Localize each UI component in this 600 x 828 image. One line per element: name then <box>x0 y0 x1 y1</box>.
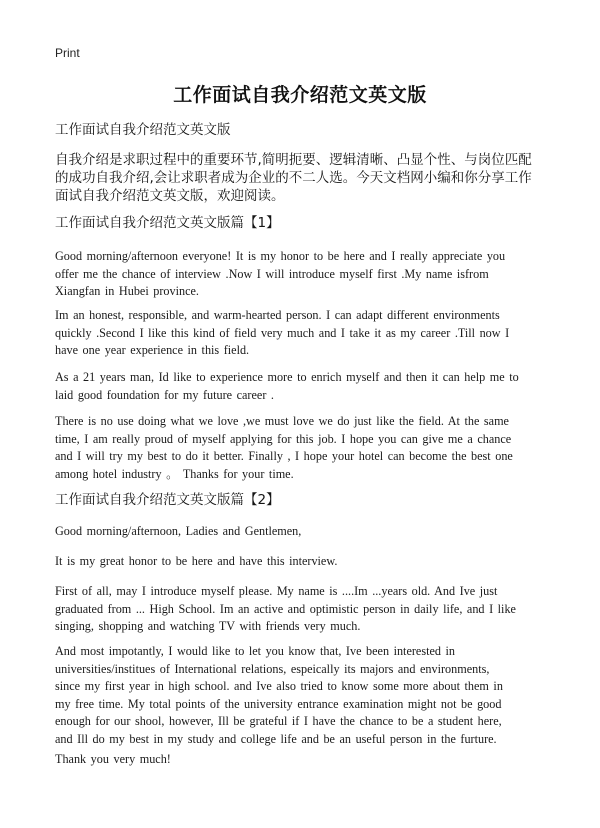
section-2-paragraph-1 <box>55 523 547 541</box>
section-2-paragraph-4 <box>55 643 547 748</box>
section-1-heading: 工作面试自我介绍范文英文版篇【1】 <box>55 215 280 231</box>
section-1-paragraph-2 <box>55 307 547 360</box>
section-1-paragraph-1 <box>55 248 547 301</box>
text-line: my free time. My total points of the university entrance examination might not be good <box>55 696 502 711</box>
document-subtitle: 工作面试自我介绍范文英文版 <box>55 122 231 138</box>
intro-line: 面试自我介绍范文英文版，欢迎阅读。 <box>55 188 285 204</box>
text-line: First of all, may I introduce myself please. My name is ....Im ...years old. And Ive just <box>55 584 498 598</box>
text-line: As a 21 years man, Id like to experience more to enrich myself and then it can help me to <box>55 370 519 384</box>
text-line: among hotel industry 。 Thanks for your time. <box>55 466 294 481</box>
text-line: and I will try my best to do it better. Finally , I hope your hotel can become the best one <box>55 449 513 463</box>
text-line: laid good foundation for my future career . <box>55 387 274 402</box>
text-line: and Ill do my best in my study and college life and be an useful person in the furture. <box>55 731 497 746</box>
section-2-paragraph-3 <box>55 583 547 636</box>
text-line: since my first year in high school. and Ive also tried to know some more about them in <box>55 679 503 693</box>
text-line: singing, shopping and watching TV with friends very much. <box>55 619 361 633</box>
text-line: have one year experience in this field. <box>55 343 250 357</box>
text-line: universities/institues of International relations, espeically its majors and environments, <box>55 661 490 676</box>
section-2-paragraph-5 <box>55 751 547 769</box>
document-title: 工作面试自我介绍范文英文版 <box>173 84 427 106</box>
section-1-paragraph-3 <box>55 369 547 404</box>
text-line: offer me the chance of interview .Now I will introduce myself first .My name isfrom <box>55 266 489 281</box>
section-2-heading: 工作面试自我介绍范文英文版篇【2】 <box>55 492 280 508</box>
text-line: Good morning/afternoon, Ladies and Gentlemen, <box>55 524 302 538</box>
intro-paragraph <box>55 151 550 205</box>
intro-line: 的成功自我介绍,会让求职者成为企业的不二人选。今天文档网小编和你分享工作 <box>55 170 532 186</box>
text-line: It is my great honor to be here and have this interview. <box>55 554 338 568</box>
text-line: And most impotantly, I would like to let you know that, Ive been interested in <box>55 644 455 658</box>
text-line: Im an honest, responsible, and warm-hearted person. I can adapt different environments <box>55 308 500 322</box>
text-line: Xiangfan in Hubei province. <box>55 284 199 298</box>
section-1-paragraph-4 <box>55 413 547 483</box>
section-2-paragraph-2 <box>55 553 547 571</box>
text-line: There is no use doing what we love ,we must love we do just like the field. At the same <box>55 414 509 428</box>
text-line: quickly .Second I like this kind of field very much and I take it as my career .Till now I <box>55 325 510 340</box>
text-line: Thank you very much! <box>55 752 171 766</box>
text-line: enough for our shool, however, Ill be grateful if I have the chance to be a student here, <box>55 714 502 728</box>
text-line: time, I am really proud of myself applying for this job. I hope you can give me a chance <box>55 431 512 446</box>
intro-line: 自我介绍是求职过程中的重要环节,简明扼要、逻辑清晰、凸显个性、与岗位匹配 <box>55 152 532 168</box>
print-label: Print <box>55 46 80 60</box>
text-line: Good morning/afternoon everyone! It is my honor to be here and I really appreciate you <box>55 249 506 263</box>
text-line: graduated from ... High School. Im an active and optimistic person in daily life, and I like <box>55 601 516 616</box>
